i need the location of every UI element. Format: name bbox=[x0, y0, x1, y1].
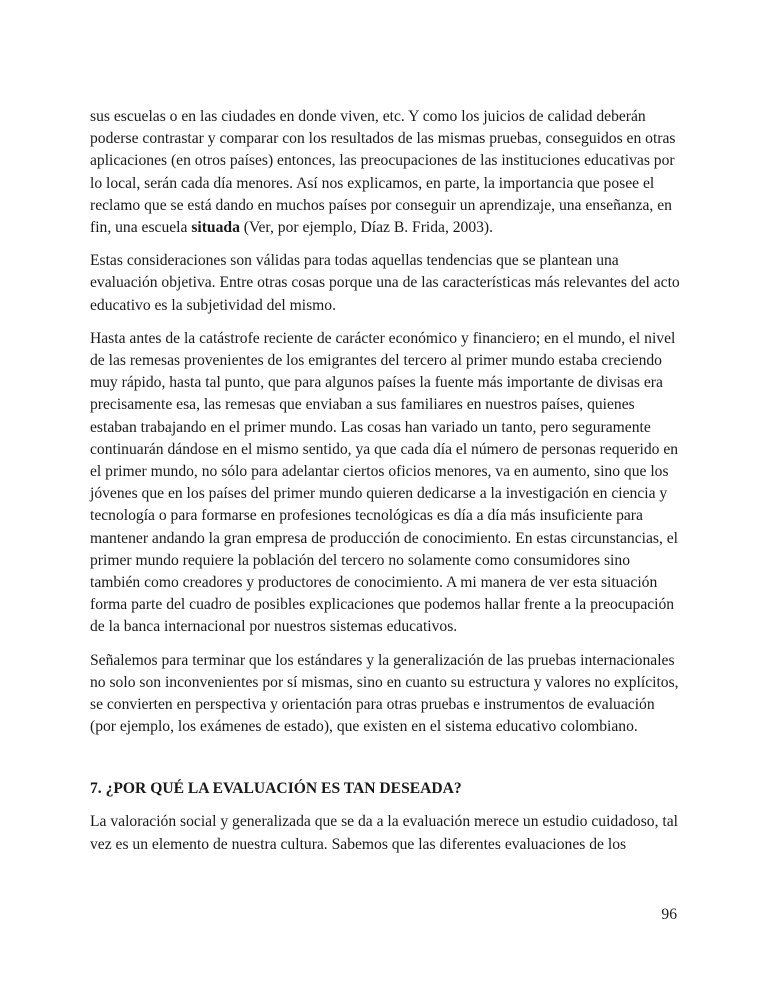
page-number: 96 bbox=[661, 906, 677, 923]
section-heading: 7. ¿POR QUÉ LA EVALUACIÓN ES TAN DESEADA? bbox=[90, 780, 462, 798]
paragraph-remittances: Hasta antes de la catástrofe reciente de carácter económico y financiero; en el mundo, el nivel de las remesas provenientes de los emigrantes del tercero al primer mundo estaba creciendo muy rápido, hasta tal punto, que para algunos países la fuente más importante de divisas era precisamente esa, las remesas que enviaban a sus familiares en nuestros países, quienes estaban trabajando en el primer mundo. Las cosas han variado un tanto, pero seguramente continuarán dándose en el mismo sentido, ya que cada día el número de personas requerido en el primer mundo, no sólo para adelantar ciertos oficios menores, va en aumento, sino que los jóvenes que en los países del primer mundo quieren dedicarse a la investigación en ciencia y tecnología o para formarse en profesiones tecnológicas es día a día más insuficiente para mantener andando la gran empresa de producción de conocimiento. En estas circunstancias, el primer mundo requiere la población del tercero no solamente como consumidores sino también como creadores y productores de conocimiento. A mi manera de ver esta situación forma parte del cuadro de posibles explicaciones que podemos hallar frente a la preocupación de la banca internacional por nuestros sistemas educativos. bbox=[90, 329, 679, 636]
paragraph-continuation-citation: (Ver, por ejemplo, Díaz B. Frida, 2003). bbox=[239, 219, 494, 237]
section-paragraph: La valoración social y generalizada que se da a la evaluación merece un estudio cuidadoso, tal vez es un elemento de nuestra cultura. Sabemos que las diferentes evaluaciones de los bbox=[90, 813, 678, 853]
emphasis-situada: situada bbox=[191, 219, 240, 237]
document-page bbox=[90, 106, 682, 867]
paragraph-continuation bbox=[90, 106, 682, 239]
paragraph-standards: Señalemos para terminar que los estándares y la generalización de las pruebas internacionales no solo son inconvenientes por sí mismas, sino en cuanto su estructura y valores no explícitos, se convierten en perspectiva y orientación para otras pruebas e instrumentos de evaluación (por ejemplo, los exámenes de estado), que existen en el sistema educativo colombiano. bbox=[90, 651, 679, 736]
paragraph-objective-evaluation: Estas consideraciones son válidas para todas aquellas tendencias que se plantean una evaluación objetiva. Entre otras cosas porque una de las características más relevantes del acto educativo es la subjetividad del mismo. bbox=[90, 252, 680, 314]
paragraph-continuation-text: sus escuelas o en las ciudades en donde viven, etc. Y como los juicios de calidad deberán poderse contrastar y comparar con los resultados de las mismas pruebas, conseguidos en otras aplicaciones (en otros países) entonces, las preocupaciones de las instituciones educativas por lo local, serán cada día menores. Así nos explicamos, en parte, la importancia que posee el reclamo que se está dando en muchos países por conseguir un aprendizaje, una enseñanza, en fin, una escuela bbox=[90, 108, 676, 237]
